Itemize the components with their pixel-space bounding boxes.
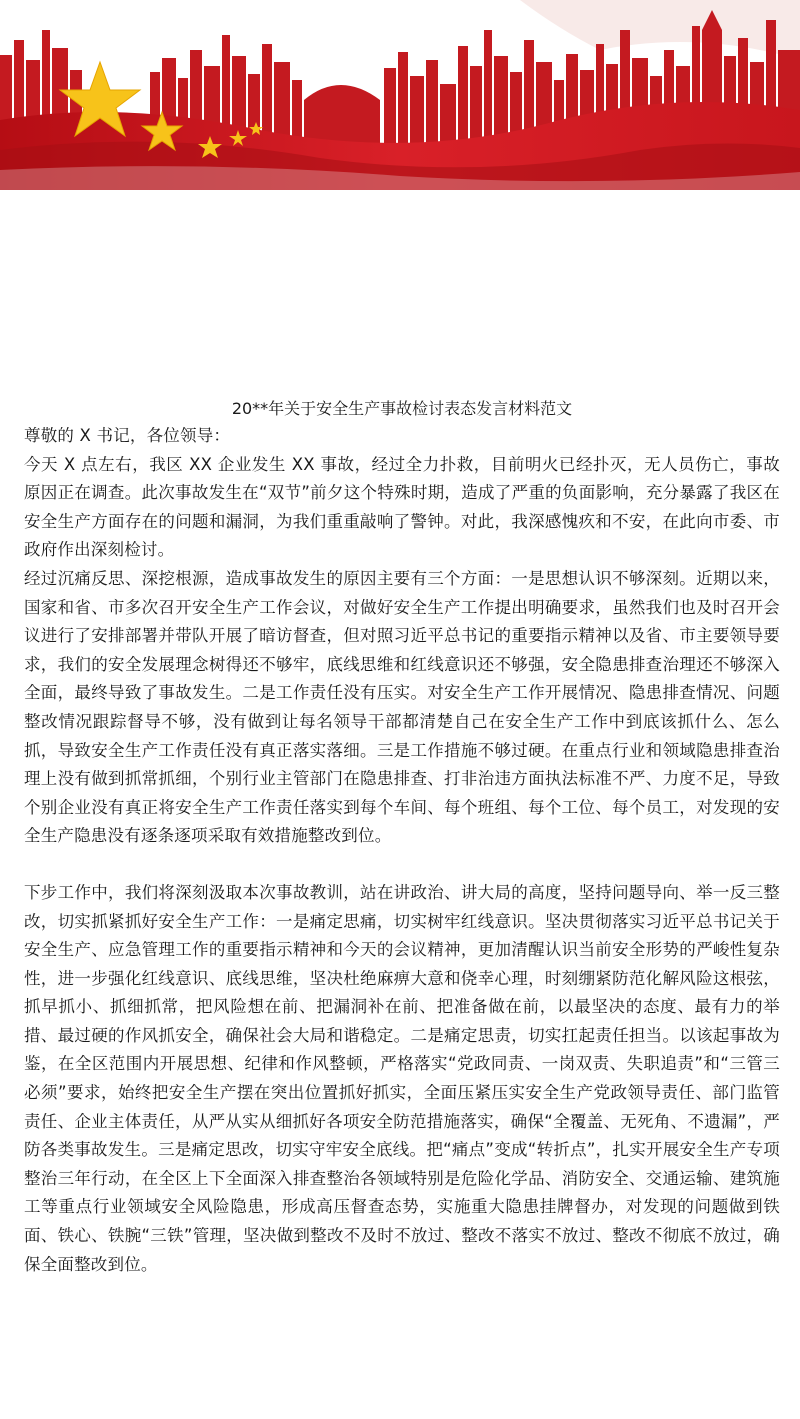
paragraph-causes: 经过沉痛反思、深挖根源，造成事故发生的原因主要有三个方面：一是思想认识不够深刻。近期以来，国家和省、市多次召开安全生产工作会议，对做好安全生产工作提出明确要求，虽然我们也及时召开会议进行了安排部署并带队开展了暗访督查，但对照习近平总书记的重要指示精神以及省、市主要领导要求，我们的安全发展理念树得还不够牢，底线思维和红线意识还不够强，安全隐患排查治理还不够深入全面，最终导致了事故发生。二是工作责任没有压实。对安全生产工作开展情况、隐患排查情况、问题整改情况跟踪督导不够，没有做到让每名领导干部都清楚自己在安全生产工作中到底该抓什么、怎么抓，导致安全生产工作责任没有真正落实落细。三是工作措施不够过硬。在重点行业和领域隐患排查治理上没有做到抓常抓细，个别行业主管部门在隐患排查、打非治违方面执法标准不严、力度不足，导致个别企业没有真正将安全生产工作责任落实到每个车间、每个班组、每个工位、每个员工，对发现的安全生产隐患没有逐条逐项采取有效措施整改到位。 xyxy=(24,568,780,846)
paragraph-incident: 今天 X 点左右，我区 XX 企业发生 XX 事故，经过全力扑救，目前明火已经扑灭，无人员伤亡，事故原因正在调查。此次事故发生在“双节”前夕这个特殊时期，造成了严重的负面影响，充分暴露了我区在安全生产方面存在的问题和漏洞，为我们重重敲响了警钟。对此，我深感愧疚和不安，在此向市委、市政府作出深刻检讨。 xyxy=(24,454,780,560)
paragraph-gap xyxy=(24,851,780,879)
salutation: 尊敬的 X 书记，各位领导： xyxy=(24,426,231,445)
banner-graphic xyxy=(0,0,800,190)
header-banner xyxy=(0,0,800,190)
paragraph-next-steps: 下步工作中，我们将深刻汲取本次事故教训，站在讲政治、讲大局的高度，坚持问题导向、举一反三整改，切实抓紧抓好安全生产工作：一是痛定思痛，切实树牢红线意识。坚决贯彻落实习近平总书记关于安全生产、应急管理工作的重要指示精神和今天的会议精神，更加清醒认识当前安全形势的严峻性复杂性，进一步强化红线意识、底线思维，坚决杜绝麻痹大意和侥幸心理，时刻绷紧防范化解风险这根弦，抓早抓小、抓细抓常，把风险想在前、把漏洞补在前、把准备做在前，以最坚决的态度、最有力的举措、最过硬的作风抓安全，确保社会大局和谐稳定。二是痛定思责，切实扛起责任担当。以该起事故为鉴，在全区范围内开展思想、纪律和作风整顿，严格落实“党政同责、一岗双责、失职追责”和“三管三必须”要求，始终把安全生产摆在突出位置抓好抓实，全面压紧压实安全生产党政领导责任、部门监管责任、企业主体责任，从严从实从细抓好各项安全防范措施落实，确保“全覆盖、无死角、不遗漏”，严防各类事故发生。三是痛定思改，切实守牢安全底线。把“痛点”变成“转折点”，扎实开展安全生产专项整治三年行动，在全区上下全面深入排查整治各领域特别是危险化学品、消防安全、交通运输、建筑施工等重点行业领域安全风险隐患，形成高压督查态势，实施重大隐患挂牌督办，对发现的问题做到铁面、铁心、铁腕“三铁”管理，坚决做到整改不及时不放过、整改不落实不放过、整改不彻底不放过，确保全面整改到位。 xyxy=(24,882,780,1274)
document-title: 20**年关于安全生产事故检讨表态发言材料范文 xyxy=(231,399,573,418)
document-body xyxy=(24,396,780,1279)
